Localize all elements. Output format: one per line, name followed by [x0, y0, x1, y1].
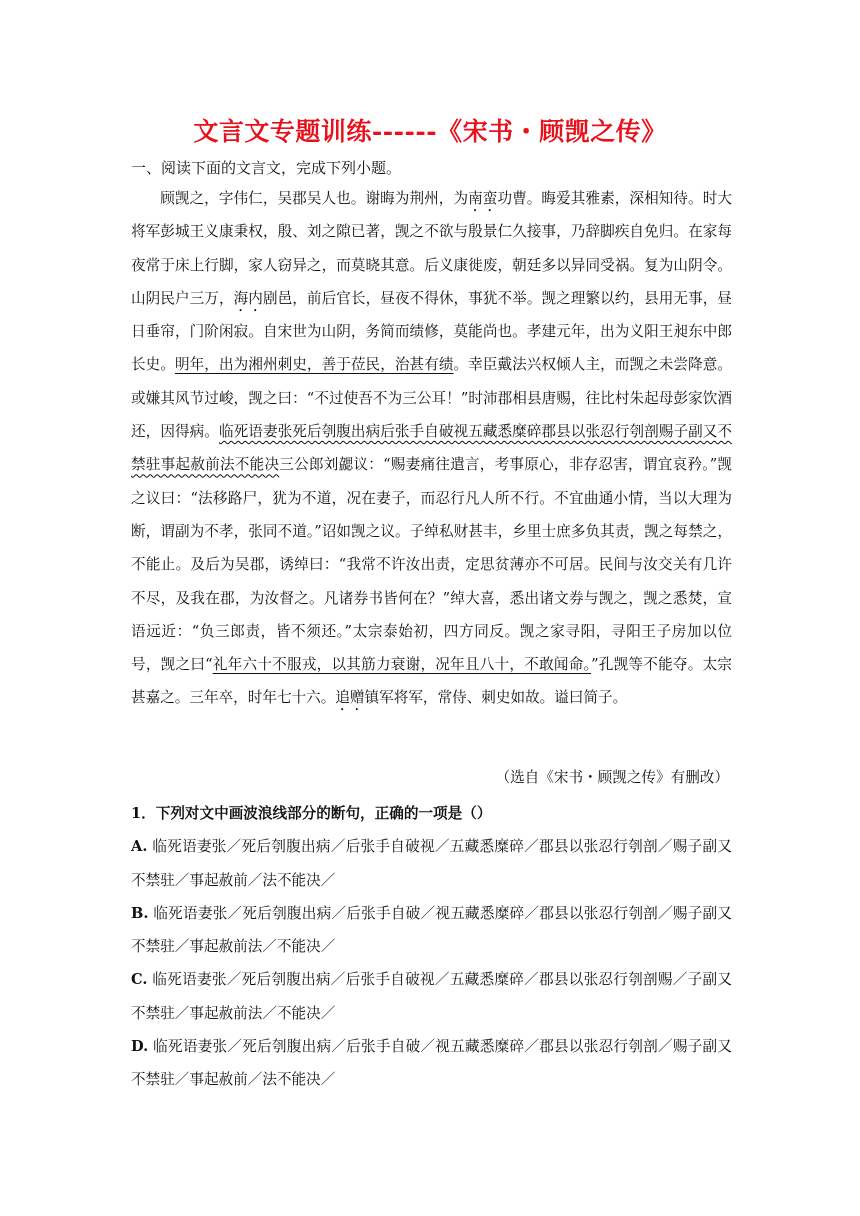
option-text: 临死语妻张／死后刳腹出病／后张手自破／视五藏悉糜碎／郡县以张忍行刳剖／赐子副又不禁驻／事起赦前／法不能决／: [131, 1038, 732, 1089]
dotted-word-nanman: 南蛮: [468, 190, 498, 207]
option-text: 临死语妻张／死后刳腹出病／后张手自破视／五藏悉糜碎／郡县以张忍行刳剖赐／子副又不禁驻／事起赦前法／不能决／: [131, 971, 732, 1022]
wavy-underlined-sentence: 临死语妻张死后刳腹出病后张手自破视五藏悉糜碎郡县以张忍行刳剖赐子副又不禁驻事起赦前法不能决: [131, 423, 732, 474]
passage-text: 顾觊之，字伟仁，吴郡吴人也。谢晦为荆州，为: [160, 190, 469, 207]
page-title: 文言文专题训练------《宋书・顾觊之传》: [193, 117, 667, 146]
passage: [131, 182, 732, 715]
underlined-sentence: 礼年六十不服戎，以其筋力衰谢，况年且八十，不敢闻命。: [212, 656, 592, 674]
dotted-word-zhuizeng: 追赠: [335, 689, 365, 707]
passage-text: 三公郎刘勰议：“赐妻痛往遣言，考事原心，非存忍害，谓宜哀矜。”觊之议曰：“法移路尸，犹为不道，况在妻子，而忍行凡人所不行。不宜曲通小情，当以大理为断，谓副为不孝，张同不道。”诏如觊之议。子绰私财甚丰，乡里士庶多负其责，觊之每禁之，不能止。及后为吴郡，诱绰曰：“我常不许汝出责，定思贫薄亦不可居。民间与汝交关有几许不尽，及我在郡，为汝督之。凡诸券书皆何在？”绰大喜，悉出诸文券与觊之，觊之悉焚，宣语远近：“负三郎责，皆不须还。”太宗泰始初，四方同反。觊之家寻阳，寻阳王子房加以位号，觊之曰“: [131, 456, 732, 674]
passage-text: ”孔觊等不能夺。太宗甚嘉之。三年卒，时年七十六。: [131, 656, 732, 707]
source-citation: （选自《宋书・顾觊之传》有删改）: [495, 769, 729, 786]
option-d[interactable]: [131, 1030, 732, 1097]
passage-text: 剧邑，前后官长，昼夜不得休，事犹不举。觊之理繁以约，县用无事，昼日垂帘，门阶闲寂。自宋世为山阴，务简而绩修，莫能尚也。孝建元年，出为义阳王昶东中郎长史。: [131, 289, 732, 374]
option-letter: A.: [131, 838, 148, 856]
passage-text: 。幸臣戴法兴权倾人主，而觊之未尝降意。或嫌其风节过峻，觊之曰：“不过使吾不为三公耳！”时沛郡相县唐赐，往比村朱起母彭家饮酒还，因得病。: [131, 356, 732, 441]
section-heading: 一、阅读下面的文言文，完成下列小题。: [131, 159, 402, 177]
passage-text: 功曹。晦爱其雅素，深相知待。时大将军彭城王义康秉权，殷、刘之隙已著，觊之不欲与殷景仁久接事，乃辞脚疾自免归。在家每夜常于床上行脚，家人窃异之，而莫晓其意。后义康徙废，朝廷多以异同受祸。复为山阴令。山阴民户三万，: [131, 190, 732, 307]
option-letter: B.: [131, 904, 149, 922]
option-a[interactable]: [131, 830, 732, 897]
option-letter: C.: [131, 971, 148, 989]
question-stem: 1．下列对文中画波浪线部分的断句，正确的一项是（）: [131, 805, 492, 822]
dotted-word-hainei: 海内: [233, 289, 263, 307]
option-c[interactable]: [131, 963, 732, 1030]
passage-paragraph: [131, 182, 732, 715]
option-b[interactable]: [131, 897, 732, 964]
option-letter: D.: [131, 1038, 149, 1056]
underlined-sentence: 明年，出为湘州刺史，善于莅民，治甚有绩: [174, 356, 454, 374]
passage-text: 镇军将军，常侍、刺史如故。谥曰简子。: [364, 689, 628, 707]
question-1: [131, 797, 732, 1097]
option-text: 临死语妻张／死后刳腹出病／后张手自破视／五藏悉糜碎／郡县以张忍行刳剖／赐子副又不禁驻／事起赦前／法不能决／: [131, 838, 732, 889]
option-text: 临死语妻张／死后刳腹出病／后张手自破／视五藏悉糜碎／郡县以张忍行刳剖／赐子副又不禁驻／事起赦前法／不能决／: [131, 904, 732, 956]
